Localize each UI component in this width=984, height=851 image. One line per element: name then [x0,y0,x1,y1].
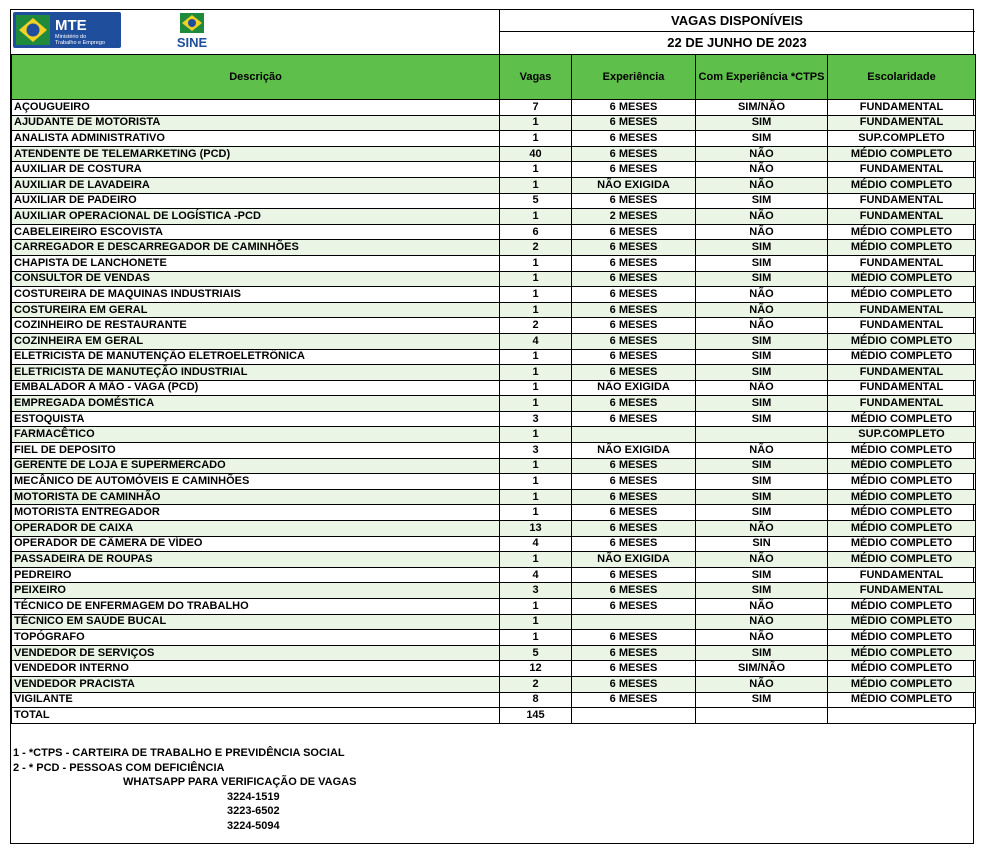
cell-ctps: NÃO [696,630,828,646]
cell-experiencia: 6 MESES [572,318,696,334]
cell-escolaridade: MÉDIO COMPLETO [828,224,976,240]
page-date: 22 DE JUNHO DE 2023 [667,35,807,50]
cell-vagas: 4 [500,333,572,349]
cell-experiencia: 6 MESES [572,521,696,537]
phone-number: 3224-5094 [227,819,280,832]
cell-vagas: 13 [500,521,572,537]
footnote-pcd: 2 - * PCD - PESSOAS COM DEFICIÊNCIA [13,761,225,774]
cell-escolaridade: MÉDIO COMPLETO [828,240,976,256]
cell-vagas: 1 [500,396,572,412]
table-row [12,443,976,459]
cell-experiencia: NÃO EXIGIDA [572,380,696,396]
cell-ctps: SIN [696,536,828,552]
table-row [12,193,976,209]
cell-vagas: 1 [500,458,572,474]
table-body [12,100,976,708]
cell-experiencia: 2 MESES [572,209,696,225]
cell-descricao: ELETRICISTA DE MANUTEÇÃO INDUSTRIAL [12,365,500,381]
cell-escolaridade: MÉDIO COMPLETO [828,287,976,303]
cell-vagas: 3 [500,411,572,427]
table-row [12,552,976,568]
table-row [12,318,976,334]
cell-descricao: ATENDENTE DE TELEMARKETING (PCD) [12,146,500,162]
cell-experiencia: 6 MESES [572,349,696,365]
cell-vagas: 1 [500,255,572,271]
cell-escolaridade: MÉDIO COMPLETO [828,411,976,427]
cell-descricao: PASSADEIRA DE ROUPAS [12,552,500,568]
cell-ctps: SIM [696,365,828,381]
cell-ctps: SIM [696,458,828,474]
table-row [12,583,976,599]
cell-escolaridade: FUNDAMENTAL [828,365,976,381]
cell-ctps: NÃO [696,224,828,240]
table-row [12,131,976,147]
cell-experiencia: 6 MESES [572,630,696,646]
table-row [12,521,976,537]
cell-descricao: MOTORISTA DE CAMINHÃO [12,489,500,505]
cell-vagas: 1 [500,474,572,490]
table-row [12,427,976,443]
total-empty-cell [828,708,976,724]
cell-descricao: CHAPISTA DE LANCHONETE [12,255,500,271]
cell-vagas: 4 [500,567,572,583]
cell-vagas: 1 [500,349,572,365]
table-row [12,255,976,271]
cell-escolaridade: MÉDIO COMPLETO [828,489,976,505]
cell-ctps: NÃO [696,676,828,692]
cell-vagas: 3 [500,583,572,599]
cell-descricao: TOPÓGRAFO [12,630,500,646]
table-row [12,474,976,490]
sine-logo [171,12,213,52]
cell-vagas: 1 [500,630,572,646]
cell-experiencia: 6 MESES [572,224,696,240]
cell-vagas: 5 [500,645,572,661]
cell-vagas: 8 [500,692,572,708]
cell-escolaridade: FUNDAMENTAL [828,583,976,599]
cell-escolaridade: FUNDAMENTAL [828,100,976,116]
cell-experiencia: 6 MESES [572,645,696,661]
cell-vagas: 1 [500,427,572,443]
cell-escolaridade: MÉDIO COMPLETO [828,692,976,708]
cell-vagas: 7 [500,100,572,116]
cell-descricao: AÇOUGUEIRO [12,100,500,116]
cell-experiencia: 6 MESES [572,676,696,692]
cell-vagas: 1 [500,131,572,147]
table-row [12,287,976,303]
cell-experiencia: 6 MESES [572,536,696,552]
cell-ctps: SIM/NÃO [696,100,828,116]
cell-vagas: 4 [500,536,572,552]
cell-descricao: PEIXEIRO [12,583,500,599]
cell-escolaridade: MÉDIO COMPLETO [828,443,976,459]
cell-escolaridade: MÉDIO COMPLETO [828,552,976,568]
column-header-vagas: Vagas [500,55,572,100]
title-box [499,10,975,54]
cell-vagas: 12 [500,661,572,677]
table-row [12,567,976,583]
table-row [12,536,976,552]
cell-escolaridade: FUNDAMENTAL [828,318,976,334]
cell-experiencia: 6 MESES [572,131,696,147]
cell-experiencia: 6 MESES [572,302,696,318]
table-row [12,162,976,178]
cell-escolaridade: FUNDAMENTAL [828,380,976,396]
cell-experiencia: 6 MESES [572,505,696,521]
table-row [12,115,976,131]
cell-descricao: VENDEDOR INTERNO [12,661,500,677]
table-row [12,240,976,256]
logo-area [11,10,500,54]
cell-experiencia: 6 MESES [572,396,696,412]
table-row [12,692,976,708]
table-row [12,100,976,116]
mte-logo-sub2: Trabalho e Emprego [55,40,105,46]
cell-descricao: ELETRICISTA DE MANUTENÇÃO ELETROELETRÔNICA [12,349,500,365]
cell-escolaridade: MÉDIO COMPLETO [828,676,976,692]
cell-experiencia: 6 MESES [572,365,696,381]
cell-ctps: SIM [696,583,828,599]
cell-descricao: ESTOQUISTA [12,411,500,427]
cell-escolaridade: MÉDIO COMPLETO [828,458,976,474]
cell-descricao: MECÂNICO DE AUTOMÓVEIS E CAMINHÕES [12,474,500,490]
cell-experiencia: 6 MESES [572,458,696,474]
cell-vagas: 6 [500,224,572,240]
cell-escolaridade: FUNDAMENTAL [828,255,976,271]
cell-escolaridade: MÉDIO COMPLETO [828,349,976,365]
cell-descricao: OPERADOR DE CÂMERA DE VÍDEO [12,536,500,552]
cell-descricao: COSTUREIRA DE MAQUINAS INDUSTRIAIS [12,287,500,303]
cell-ctps: SIM [696,692,828,708]
cell-descricao: CONSULTOR DE VENDAS [12,271,500,287]
total-label: TOTAL [12,708,500,724]
cell-vagas: 1 [500,365,572,381]
cell-experiencia: NÃO EXIGIDA [572,177,696,193]
cell-experiencia: 6 MESES [572,146,696,162]
cell-ctps: NÃO [696,614,828,630]
cell-escolaridade: MÉDIO COMPLETO [828,630,976,646]
cell-escolaridade: MÉDIO COMPLETO [828,614,976,630]
cell-escolaridade: MÉDIO COMPLETO [828,474,976,490]
cell-escolaridade: FUNDAMENTAL [828,567,976,583]
cell-descricao: OPERADOR DE CAIXA [12,521,500,537]
cell-vagas: 1 [500,489,572,505]
column-header-escolaridade: Escolaridade [828,55,976,100]
cell-descricao: FARMACÊTICO [12,427,500,443]
cell-experiencia: 6 MESES [572,193,696,209]
table-row [12,489,976,505]
cell-escolaridade: MÉDIO COMPLETO [828,521,976,537]
cell-descricao: PEDREIRO [12,567,500,583]
cell-ctps: SIM [696,396,828,412]
cell-experiencia: 6 MESES [572,240,696,256]
table-row [12,630,976,646]
cell-experiencia: 6 MESES [572,115,696,131]
cell-ctps: NÃO [696,146,828,162]
cell-experiencia: 6 MESES [572,474,696,490]
column-header-descricao: Descrição [12,55,500,100]
cell-ctps [696,427,828,443]
footnote-ctps: 1 - *CTPS - CARTEIRA DE TRABALHO E PREVIDÊNCIA SOCIAL [13,747,345,759]
cell-escolaridade: SUP.COMPLETO [828,427,976,443]
cell-experiencia: 6 MESES [572,599,696,615]
cell-escolaridade: FUNDAMENTAL [828,115,976,131]
cell-experiencia: NÃO EXIGIDA [572,552,696,568]
cell-escolaridade: SUP.COMPLETO [828,131,976,147]
cell-ctps: SIM [696,474,828,490]
cell-experiencia: 6 MESES [572,411,696,427]
cell-vagas: 1 [500,287,572,303]
cell-vagas: 1 [500,505,572,521]
cell-escolaridade: MÉDIO COMPLETO [828,271,976,287]
mte-logo-sub1: Ministério do [55,34,87,40]
cell-escolaridade: MÉDIO COMPLETO [828,177,976,193]
table-row [12,333,976,349]
table-row [12,349,976,365]
cell-descricao: VIGILANTE [12,692,500,708]
table-row [12,458,976,474]
cell-escolaridade: FUNDAMENTAL [828,302,976,318]
table-row [12,599,976,615]
cell-vagas: 5 [500,193,572,209]
cell-escolaridade: MÉDIO COMPLETO [828,599,976,615]
cell-ctps: SIM [696,505,828,521]
cell-escolaridade: MÉDIO COMPLETO [828,536,976,552]
cell-escolaridade: MÉDIO COMPLETO [828,645,976,661]
cell-experiencia: 6 MESES [572,692,696,708]
cell-vagas: 1 [500,162,572,178]
table-row [12,505,976,521]
cell-ctps: NÃO [696,599,828,615]
total-row [12,708,976,724]
cell-descricao: AUXILIAR DE LAVADEIRA [12,177,500,193]
cell-escolaridade: MÉDIO COMPLETO [828,505,976,521]
total-empty-cell [572,708,696,724]
cell-experiencia: NÃO EXIGIDA [572,443,696,459]
cell-experiencia: 6 MESES [572,271,696,287]
phone-number: 3224-1519 [227,790,280,803]
cell-escolaridade: MÉDIO COMPLETO [828,146,976,162]
whatsapp-label: WHATSAPP PARA VERIFICAÇÃO DE VAGAS [123,776,357,788]
cell-descricao: ANALISTA ADMINISTRATIVO [12,131,500,147]
cell-descricao: AUXILIAR DE PADEIRO [12,193,500,209]
cell-ctps: NÃO [696,552,828,568]
cell-descricao: EMPREGADA DOMÉSTICA [12,396,500,412]
cell-descricao: EMBALADOR A MÃO - VAGA (PCD) [12,380,500,396]
cell-escolaridade: FUNDAMENTAL [828,396,976,412]
table-row [12,271,976,287]
total-empty-cell [696,708,828,724]
cell-ctps: SIM [696,131,828,147]
table-row [12,396,976,412]
cell-descricao: COZINHEIRO DE RESTAURANTE [12,318,500,334]
cell-ctps: SIM [696,349,828,365]
cell-escolaridade: MÉDIO COMPLETO [828,661,976,677]
cell-ctps: NÃO [696,287,828,303]
cell-vagas: 3 [500,443,572,459]
cell-experiencia: 6 MESES [572,287,696,303]
cell-experiencia: 6 MESES [572,100,696,116]
cell-ctps: NÃO [696,380,828,396]
phone-number: 3223-6502 [227,805,280,817]
cell-experiencia: 6 MESES [572,583,696,599]
cell-ctps: SIM/NÃO [696,661,828,677]
table-row [12,614,976,630]
cell-experiencia: 6 MESES [572,489,696,505]
cell-vagas: 2 [500,240,572,256]
column-header-experiencia: Experiência [572,55,696,100]
cell-vagas: 2 [500,318,572,334]
cell-escolaridade: FUNDAMENTAL [828,209,976,225]
mte-logo [13,12,121,48]
cell-experiencia: 6 MESES [572,162,696,178]
cell-ctps: SIM [696,333,828,349]
cell-ctps: NÃO [696,521,828,537]
cell-vagas: 1 [500,380,572,396]
cell-ctps: SIM [696,255,828,271]
table-row [12,224,976,240]
cell-descricao: MOTORISTA ENTREGADOR [12,505,500,521]
job-listing-sheet [10,9,974,844]
cell-experiencia: 6 MESES [572,333,696,349]
cell-descricao: AUXILIAR OPERACIONAL DE LOGÍSTICA -PCD [12,209,500,225]
table-row [12,676,976,692]
cell-vagas: 1 [500,302,572,318]
cell-ctps: NÃO [696,209,828,225]
cell-ctps: SIM [696,271,828,287]
cell-vagas: 1 [500,599,572,615]
total-value: 145 [500,708,572,724]
cell-vagas: 1 [500,552,572,568]
cell-escolaridade: FUNDAMENTAL [828,193,976,209]
cell-ctps: NÃO [696,177,828,193]
cell-vagas: 1 [500,614,572,630]
cell-ctps: SIM [696,115,828,131]
cell-descricao: TÉCNICO EM SAÚDE BUCAL [12,614,500,630]
cell-experiencia: 6 MESES [572,567,696,583]
cell-ctps: SIM [696,645,828,661]
table-row [12,177,976,193]
cell-descricao: AUXILIAR DE COSTURA [12,162,500,178]
table-row [12,411,976,427]
sine-logo-text: SINE [176,35,208,50]
mte-logo-text: MTE [55,17,87,34]
cell-vagas: 1 [500,271,572,287]
cell-ctps: NÃO [696,443,828,459]
cell-experiencia [572,427,696,443]
cell-vagas: 1 [500,177,572,193]
cell-escolaridade: FUNDAMENTAL [828,162,976,178]
cell-experiencia [572,614,696,630]
cell-descricao: COZINHEIRA EM GERAL [12,333,500,349]
cell-vagas: 1 [500,209,572,225]
cell-descricao: CABELEIREIRO ESCOVISTA [12,224,500,240]
table-row [12,661,976,677]
column-header-ctps: Com Experiência *CTPS [696,55,828,100]
cell-vagas: 2 [500,676,572,692]
cell-ctps: SIM [696,411,828,427]
cell-descricao: AJUDANTE DE MOTORISTA [12,115,500,131]
cell-ctps: NÃO [696,318,828,334]
cell-escolaridade: MÉDIO COMPLETO [828,333,976,349]
footnotes [13,746,356,833]
table-row [12,302,976,318]
table-header-row [12,55,976,100]
page-title: VAGAS DISPONÍVEIS [499,10,975,32]
cell-ctps: NÃO [696,162,828,178]
cell-ctps: SIM [696,567,828,583]
cell-experiencia: 6 MESES [572,255,696,271]
cell-vagas: 1 [500,115,572,131]
cell-ctps: SIM [696,240,828,256]
cell-descricao: GERENTE DE LOJA E SUPERMERCADO [12,458,500,474]
cell-experiencia: 6 MESES [572,661,696,677]
cell-descricao: CARREGADOR E DESCARREGADOR DE CAMINHÕES [12,240,500,256]
table-row [12,645,976,661]
cell-ctps: SIM [696,489,828,505]
table-row [12,146,976,162]
cell-descricao: COSTUREIRA EM GERAL [12,302,500,318]
table-row [12,365,976,381]
cell-ctps: NÃO [696,302,828,318]
cell-descricao: VENDEDOR DE SERVIÇOS [12,645,500,661]
cell-descricao: TÉCNICO DE ENFERMAGEM DO TRABALHO [12,599,500,615]
cell-descricao: VENDEDOR PRACISTA [12,676,500,692]
jobs-table [11,54,976,724]
table-row [12,380,976,396]
table-row [12,209,976,225]
cell-descricao: FIEL DE DEPOSITO [12,443,500,459]
cell-ctps: SIM [696,193,828,209]
cell-vagas: 40 [500,146,572,162]
